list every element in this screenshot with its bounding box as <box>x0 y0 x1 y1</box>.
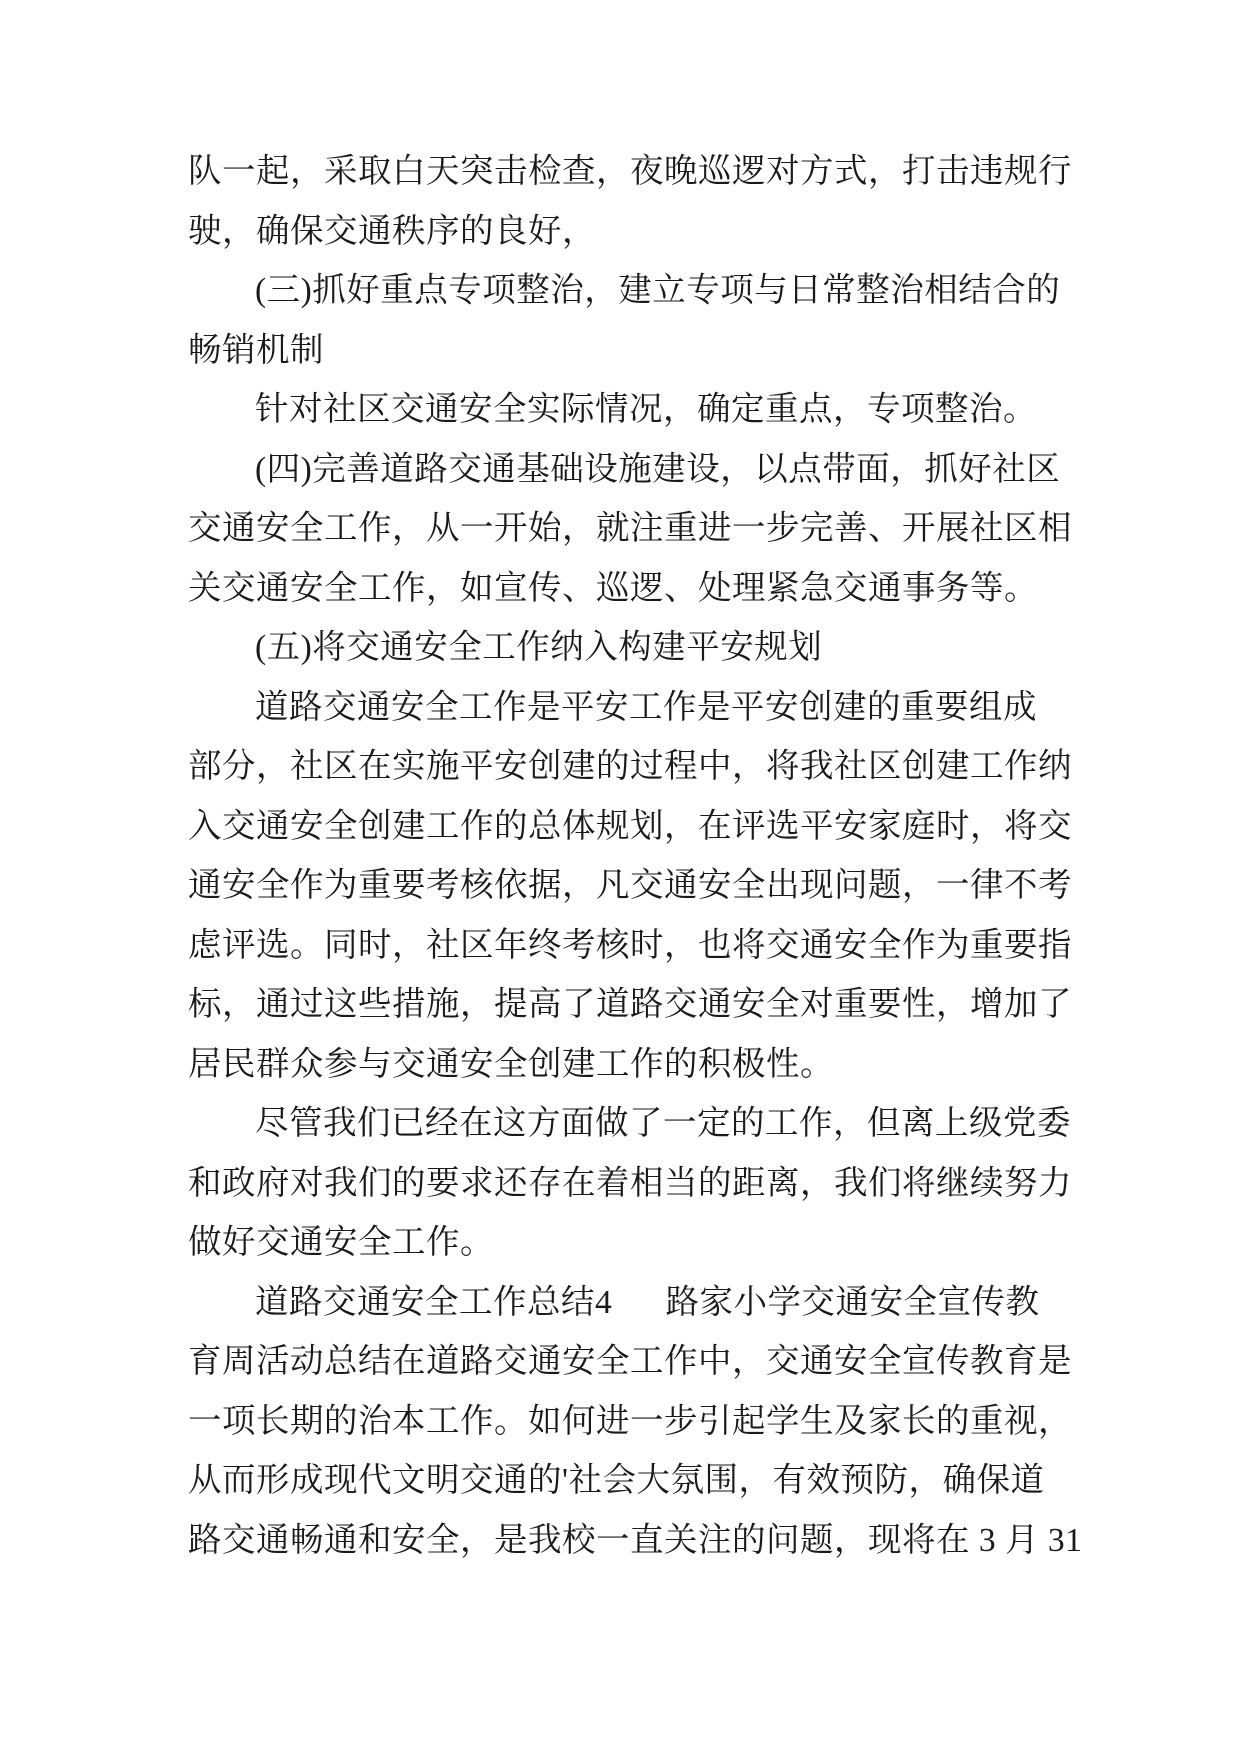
text-line-22: 一项长期的治本工作。如何进一步引起学生及家长的重视， <box>188 1402 1072 1440</box>
text-line-18: 和政府对我们的要求还存在着相当的距离，我们将继续努力 <box>188 1164 1072 1202</box>
text-line-21: 育周活动总结在道路交通安全工作中，交通安全宣传教育是 <box>188 1343 1072 1380</box>
text-line-10: 道路交通安全工作是平安工作是平安创建的重要组成 <box>255 688 1037 726</box>
text-line-19: 做好交通安全工作。 <box>188 1224 494 1261</box>
text-line-1: 队一起，采取白天突击检查，夜晚巡逻对方式，打击违规行 <box>188 153 1072 190</box>
text-line-17: 尽管我们已经在这方面做了一定的工作，但离上级党委 <box>255 1105 1071 1142</box>
text-line-16: 居民群众参与交通安全创建工作的积极性。 <box>188 1045 834 1083</box>
text-line-2: 驶，确保交通秩序的良好， <box>188 212 596 250</box>
text-line-7: 交通安全工作，从一开始，就注重进一步完善、开展社区相 <box>188 510 1072 547</box>
text-line-14: 虑评选。同时，社区年终考核时，也将交通安全作为重要指 <box>188 926 1072 964</box>
text-line-12: 入交通安全创建工作的总体规划，在评选平安家庭时，将交 <box>188 807 1072 845</box>
text-line-23: 从而形成现代文明交通的'社会大氛围，有效预防，确保道 <box>188 1462 1045 1499</box>
text-line-4: 畅销机制 <box>188 331 324 369</box>
text-line-3: (三)抓好重点专项整治，建立专项与日常整治相结合的 <box>255 272 1061 309</box>
text-line-20: 道路交通安全工作总结4 路家小学交通安全宣传教 <box>255 1283 1040 1321</box>
text-line-24: 路交通畅通和安全，是我校一直关注的问题，现将在 3 月 31 <box>188 1521 1083 1559</box>
document-body <box>188 142 1083 1570</box>
text-line-11: 部分，社区在实施平安创建的过程中，将我社区创建工作纳 <box>188 748 1072 785</box>
text-line-8: 关交通安全工作，如宣传、巡逻、处理紧急交通事务等。 <box>188 569 1038 607</box>
text-line-6: (四)完善道路交通基础设施建设，以点带面，抓好社区 <box>255 450 1061 488</box>
text-line-15: 标，通过这些措施，提高了道路交通安全对重要性，增加了 <box>188 986 1072 1023</box>
text-line-5: 针对社区交通安全实际情况，确定重点，专项整治。 <box>255 391 1037 428</box>
text-line-9: (五)将交通安全工作纳入构建平安规划 <box>255 629 823 666</box>
text-line-13: 通安全作为重要考核依据，凡交通安全出现问题，一律不考 <box>188 867 1072 904</box>
